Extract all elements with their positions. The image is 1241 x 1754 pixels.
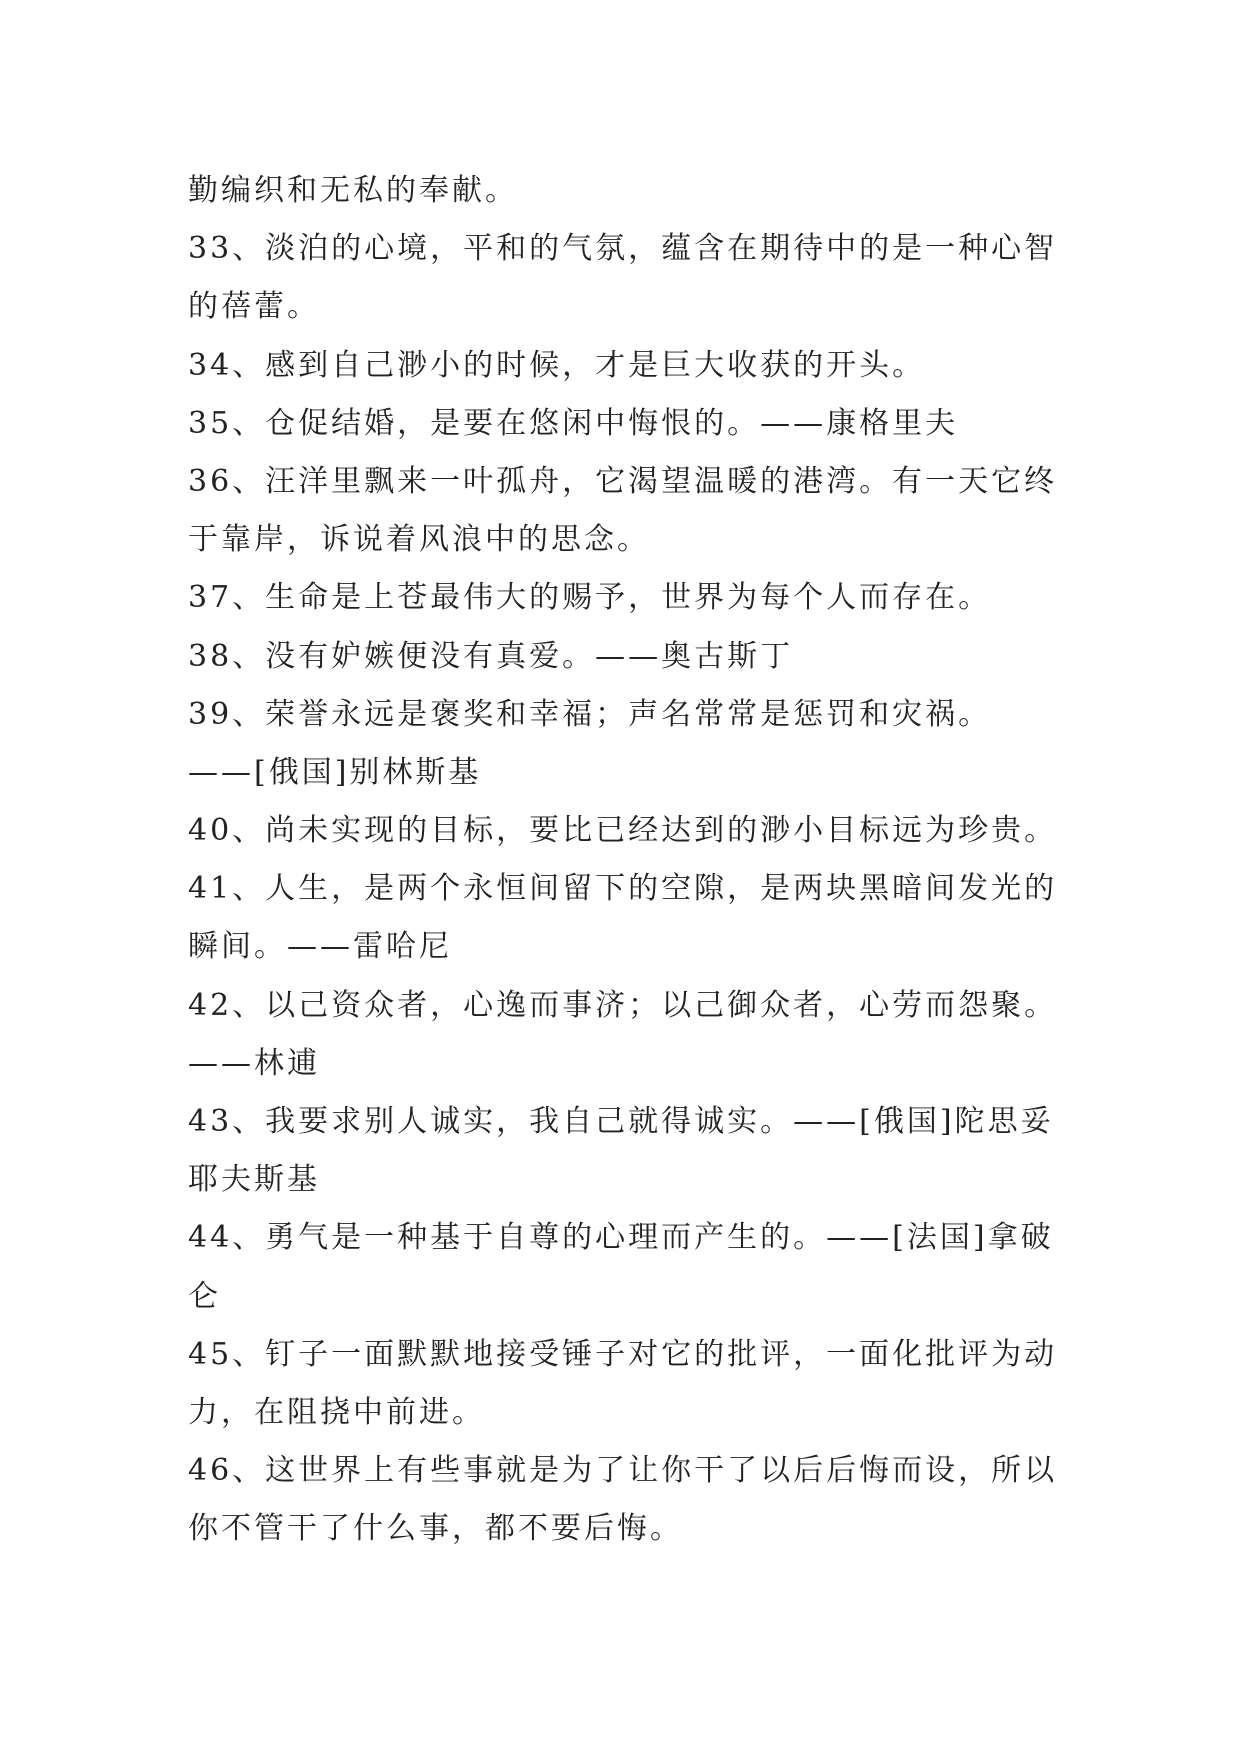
text-line: 46、这世界上有些事就是为了让你干了以后后悔而设，所以 [188, 1453, 1058, 1489]
text-line: 33、淡泊的心境，平和的气氛，蕴含在期待中的是一种心智 [188, 231, 1058, 267]
text-line: 仑 [188, 1278, 221, 1314]
page-body-text [188, 162, 1068, 1559]
text-line: 37、生命是上苍最伟大的赐予，世界为每个人而存在。 [188, 580, 992, 616]
text-line: 45、钉子一面默默地接受锤子对它的批评，一面化批评为动 [188, 1336, 1058, 1372]
text-line: 耶夫斯基 [188, 1162, 320, 1198]
text-line: 36、汪洋里飘来一叶孤舟，它渴望温暖的港湾。有一天它终 [188, 463, 1058, 499]
text-line: 于靠岸，诉说着风浪中的思念。 [188, 522, 650, 558]
text-line: 38、没有妒嫉便没有真爱。——奥古斯丁 [188, 638, 794, 674]
text-line: 39、荣誉永远是褒奖和幸福；声名常常是惩罚和灾祸。 [188, 696, 992, 732]
text-line: 43、我要求别人诚实，我自己就得诚实。——[俄国]陀思妥 [188, 1104, 1054, 1139]
text-line: 44、勇气是一种基于自尊的心理而产生的。——[法国]拿破 [188, 1220, 1054, 1256]
text-line: 34、感到自己渺小的时候，才是巨大收获的开头。 [188, 347, 926, 383]
text-line: ——林逋 [188, 1045, 320, 1081]
text-line: 41、人生，是两个永恒间留下的空隙，是两块黑暗间发光的 [188, 871, 1058, 907]
text-line: ——[俄国]别林斯基 [188, 754, 482, 790]
text-line: 的蓓蕾。 [188, 289, 320, 325]
text-line: 勤编织和无私的奉献。 [188, 173, 518, 208]
text-line: 瞬间。——雷哈尼 [188, 929, 452, 965]
text-line: 你不管干了什么事，都不要后悔。 [188, 1511, 683, 1547]
text-line: 40、尚未实现的目标，要比已经达到的渺小目标远为珍贵。 [188, 813, 1058, 849]
text-line: 42、以己资众者，心逸而事济；以己御众者，心劳而怨聚。 [188, 987, 1058, 1023]
text-line: 力，在阻挠中前进。 [188, 1394, 485, 1430]
text-line: 35、仓促结婚，是要在悠闲中悔恨的。——康格里夫 [188, 405, 959, 441]
